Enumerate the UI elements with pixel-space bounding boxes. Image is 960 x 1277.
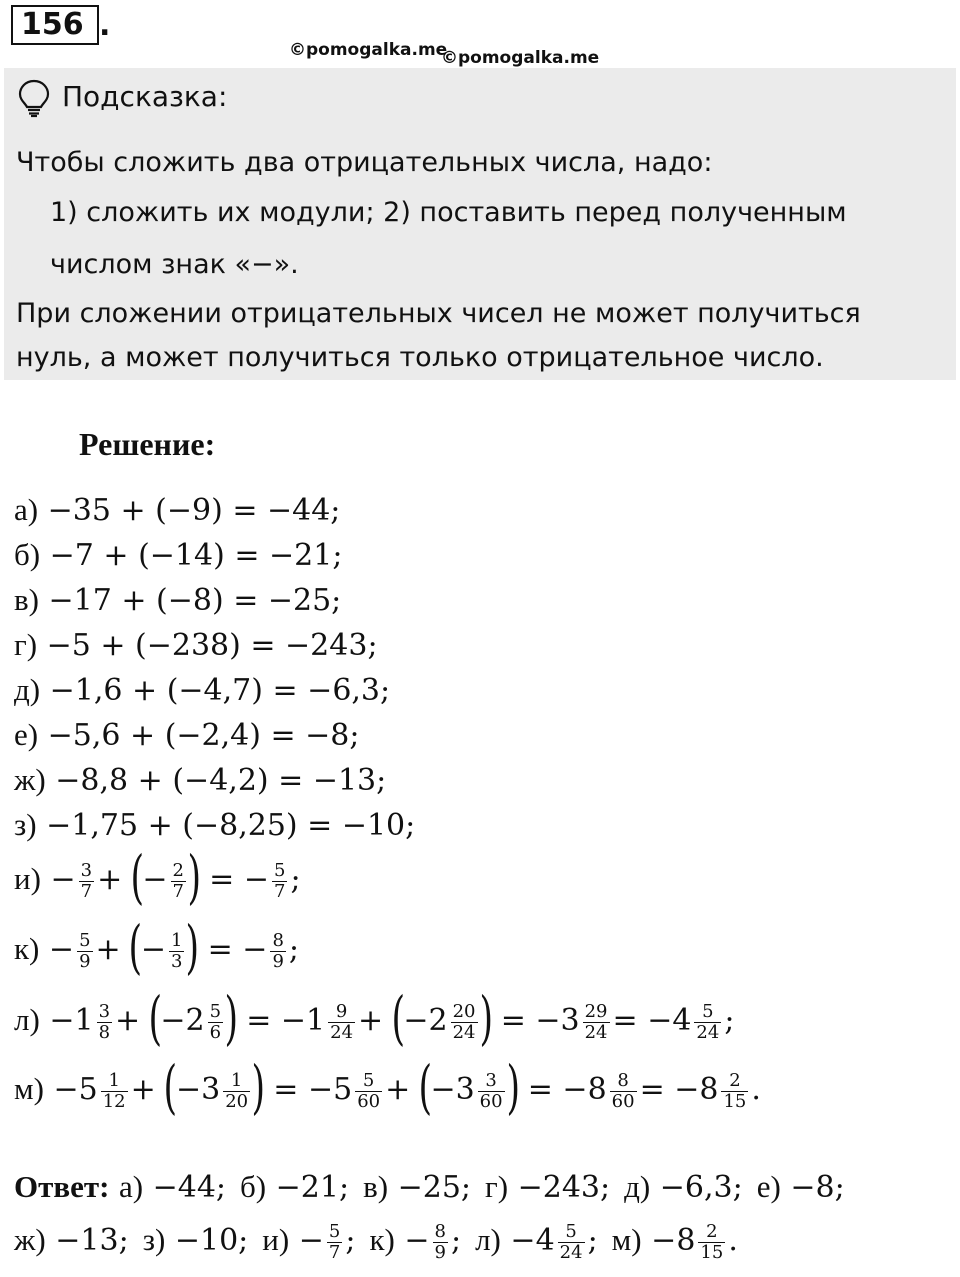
eq-label: к) <box>14 931 40 966</box>
eq-label: з) <box>14 807 37 842</box>
fraction: $\frac{2}{7}$ <box>172 859 184 902</box>
eq-expr: −5,6 + (−2,4) = −8; <box>47 718 360 753</box>
equation-v <box>14 580 341 621</box>
fraction: $\frac{8}{9}$ <box>272 929 284 972</box>
hint-title: Подсказка: <box>62 80 228 113</box>
watermark: ©pomogalka.me <box>441 48 600 68</box>
solution-title: Решение: <box>79 426 216 462</box>
watermark: ©pomogalka.me <box>289 40 448 60</box>
fraction: $\frac{3}{8}$ <box>98 1000 111 1043</box>
eq-label: б) <box>14 537 41 572</box>
fraction: $\frac{5}{24}$ <box>696 1000 720 1043</box>
eq-expr: −7 + (−14) = −21; <box>49 538 343 573</box>
answer-title: Ответ: <box>14 1169 110 1204</box>
eq-label: е) <box>14 717 39 752</box>
equation-z <box>14 805 415 846</box>
eq-expr: −35 + (−9) = −44; <box>47 493 341 528</box>
eq-label: г) <box>14 627 38 662</box>
fraction: $\frac{9}{24}$ <box>330 1000 354 1043</box>
fraction: $\frac{1}{12}$ <box>102 1069 126 1112</box>
equation-b <box>14 535 342 576</box>
equation-l: л) −1 $\frac{3}{8}$ + (−2 $\frac{5}{6}$ ) = −1 $\frac{9}{24}$ + (−2 $\frac{20}{24}$ ) = −3 $\frac{29}{24}$ = −4 $\frac{5}{24}$ ; <box>14 984 735 1052</box>
equation-d <box>14 670 390 711</box>
problem-number: 156 <box>11 5 99 45</box>
equation-zh <box>14 760 386 801</box>
problem-number-dot: . <box>99 8 111 43</box>
hint-line: 1) сложить их модули; 2) поставить перед полученным <box>50 197 847 228</box>
hint-line: числом знак «−». <box>50 249 299 280</box>
eq-expr: −1,6 + (−4,7) = −6,3; <box>49 673 391 708</box>
fraction: $\frac{5}{7}$ <box>273 859 286 902</box>
fraction: $\frac{5}{6}$ <box>209 1000 222 1043</box>
hint-line: При сложении отрицательных чисел не может получиться <box>16 298 861 329</box>
eq-label: д) <box>14 672 41 707</box>
fraction: $\frac{29}{24}$ <box>584 1000 608 1043</box>
eq-label: в) <box>14 582 39 617</box>
eq-expr: −8,8 + (−4,2) = −13; <box>55 763 387 798</box>
fraction: $\frac{2}{15}$ <box>700 1220 724 1263</box>
equation-e <box>14 715 360 756</box>
fraction: $\frac{1}{3}$ <box>171 929 183 972</box>
equation-g <box>14 625 378 666</box>
answer-line-1: Ответ: а) −44; б) −21; в) −25; г) −243; д) −6,3; е) −8; <box>14 1169 845 1205</box>
fraction: $\frac{8}{9}$ <box>434 1220 446 1263</box>
fraction: $\frac{1}{20}$ <box>225 1069 249 1112</box>
fraction: $\frac{3}{7}$ <box>80 859 93 902</box>
fraction: $\frac{5}{9}$ <box>79 929 91 972</box>
eq-label: л) <box>14 1002 40 1037</box>
equation-i: и) − $\frac{3}{7}$ + (− $\frac{2}{7}$ ) = − $\frac{5}{7}$ ; <box>14 843 301 911</box>
eq-label: м) <box>14 1071 44 1106</box>
hint-line: Чтобы сложить два отрицательных числа, надо: <box>16 147 713 178</box>
eq-label: а) <box>14 492 39 527</box>
hint-line: нуль, а может получиться только отрицательное число. <box>16 342 824 373</box>
fraction: $\frac{5}{24}$ <box>559 1220 583 1263</box>
fraction: $\frac{3}{60}$ <box>479 1069 503 1112</box>
eq-label: ж) <box>14 762 46 797</box>
fraction: $\frac{5}{7}$ <box>328 1220 341 1263</box>
equation-k: к) − $\frac{5}{9}$ + (− $\frac{1}{3}$ ) = − $\frac{8}{9}$ ; <box>14 913 300 981</box>
eq-label: и) <box>14 861 41 896</box>
fraction: $\frac{20}{24}$ <box>452 1000 476 1043</box>
fraction: $\frac{5}{60}$ <box>357 1069 381 1112</box>
eq-expr: −5 + (−238) = −243; <box>46 628 378 663</box>
lightbulb-icon <box>17 78 51 118</box>
fraction: $\frac{8}{60}$ <box>611 1069 635 1112</box>
equation-a <box>14 490 340 531</box>
fraction: $\frac{2}{15}$ <box>723 1069 747 1112</box>
answer-line-2: ж) −13; з) −10; и) − $\frac{5}{7}$ ; к) − $\frac{8}{9}$ ; л) −4 $\frac{5}{24}$ ; м) −8 $\frac{2}{15}$ . <box>14 1220 738 1263</box>
eq-expr: −17 + (−8) = −25; <box>48 583 342 618</box>
equation-m: м) −5 $\frac{1}{12}$ + (−3 $\frac{1}{20}$ ) = −5 $\frac{5}{60}$ + (−3 $\frac{3}{60}$ ) = −8 $\frac{8}{60}$ = −8 $\frac{2}{15}$ . <box>14 1053 761 1121</box>
eq-expr: −1,75 + (−8,25) = −10; <box>46 808 416 843</box>
